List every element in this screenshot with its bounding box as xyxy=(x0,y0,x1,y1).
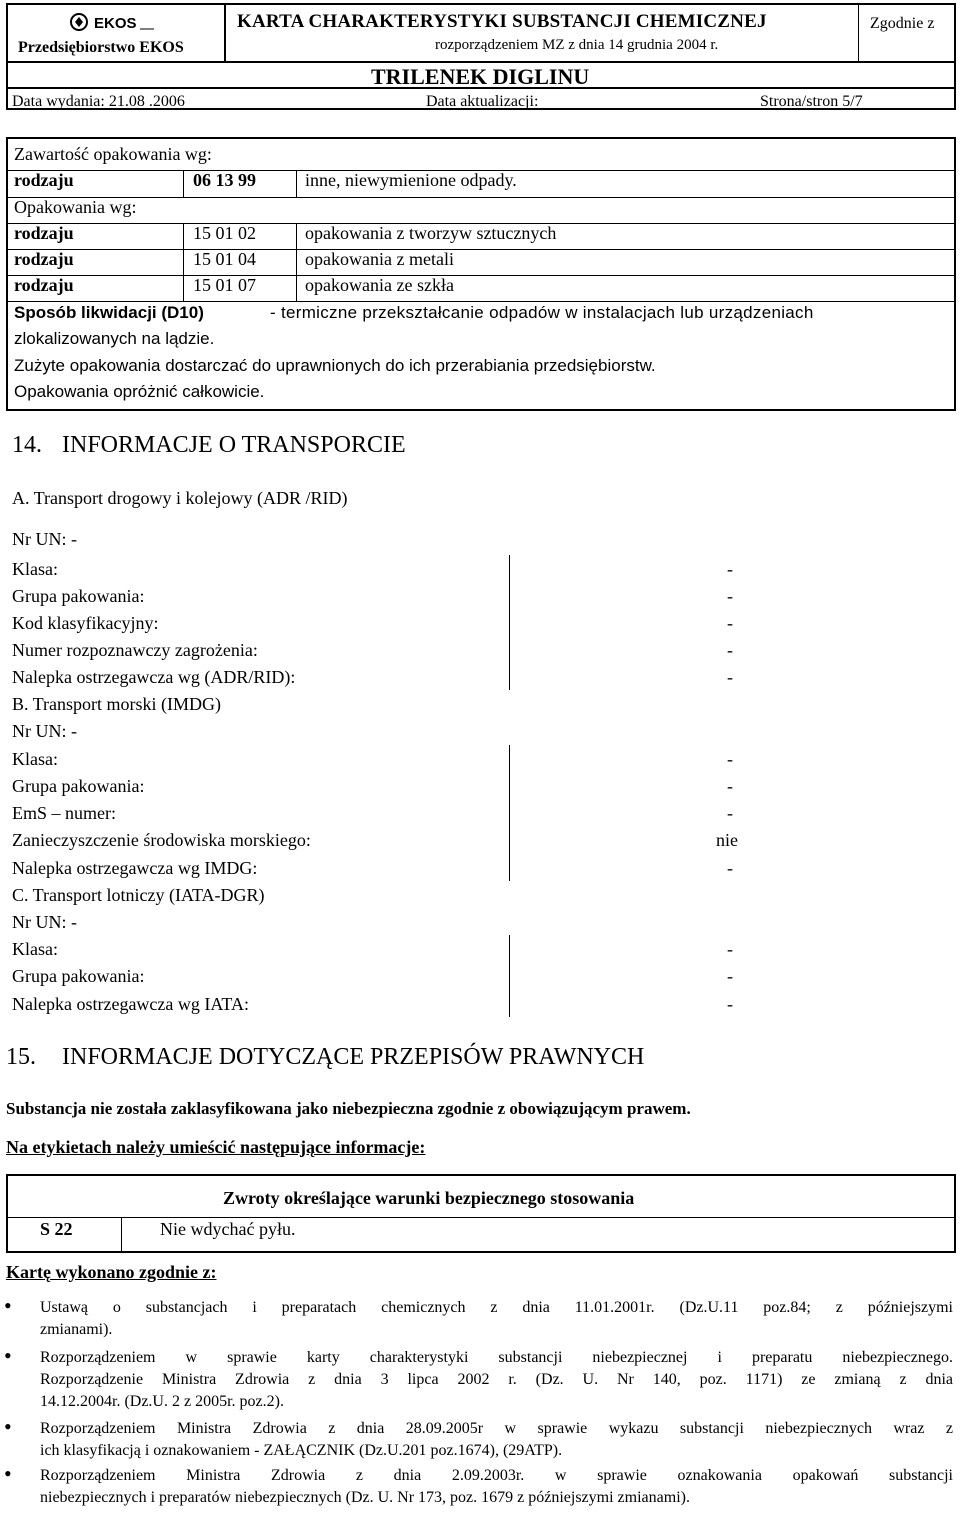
road-warning-label-value: - xyxy=(727,667,733,687)
road-class-label: Klasa: xyxy=(12,559,58,579)
road-classification-code-value: - xyxy=(727,613,733,633)
packaging-row-code: 15 01 07 xyxy=(193,275,256,295)
sea-packing-group-value: - xyxy=(727,776,733,796)
document-header xyxy=(6,3,956,110)
compliance-label: Zgodnie z xyxy=(870,15,935,32)
table-line xyxy=(8,301,954,302)
sea-packing-group-label: Grupa pakowania: xyxy=(12,776,145,796)
header-divider xyxy=(224,5,226,62)
road-warning-label-label: Nalepka ostrzegawcza wg (ADR/RID): xyxy=(12,667,296,687)
air-warning-label-label: Nalepka ostrzegawcza wg IATA: xyxy=(12,994,249,1014)
sea-class-label: Klasa: xyxy=(12,749,58,769)
packaging-row-code: 15 01 02 xyxy=(193,223,256,243)
reference-line: Rozporządzeniem Ministra Zdrowia z dnia 2.09.2003r. w sprawie oznakowania opakowań substancji xyxy=(40,1467,953,1484)
packaging-row-label: rodzaju xyxy=(14,249,74,269)
issue-date: Data wydania: 21.08 .2006 xyxy=(12,93,185,110)
content-row-label: rodzaju xyxy=(14,170,74,190)
road-un-number: Nr UN: - xyxy=(12,529,77,549)
packaging-heading: Opakowania wg: xyxy=(14,197,137,217)
used-packaging-note: Zużyte opakowania dostarczać do uprawnionych do ich przerabiania przedsiębiorstw. xyxy=(14,356,656,375)
svg-text:EKOS: EKOS xyxy=(94,15,137,32)
road-packing-group-value: - xyxy=(727,586,733,606)
section-15-number: 15. xyxy=(6,1044,36,1070)
sea-warning-label-value: - xyxy=(727,858,733,878)
header-divider xyxy=(8,61,954,63)
road-packing-group-label: Grupa pakowania: xyxy=(12,586,145,606)
table-line xyxy=(8,197,954,198)
bullet-icon: • xyxy=(4,1461,12,1486)
product-name: TRILENEK DIGLINU xyxy=(371,64,590,89)
table-line xyxy=(8,275,954,276)
sea-marine-pollutant-value: nie xyxy=(716,830,738,850)
content-row-desc: inne, niewymienione odpady. xyxy=(305,170,517,190)
page-number: Strona/stron 5/7 xyxy=(760,93,863,110)
empty-packaging-note: Opakowania opróżnić całkowicie. xyxy=(14,382,265,401)
road-hazard-number-label: Numer rozpoznawczy zagrożenia: xyxy=(12,640,258,660)
section-15-title: INFORMACJE DOTYCZĄCE PRZEPISÓW PRAWNYCH xyxy=(62,1044,645,1070)
header-divider xyxy=(858,5,859,62)
air-class-value: - xyxy=(727,939,733,959)
disposal-method-cont: zlokalizowanych na lądzie. xyxy=(14,329,215,348)
sea-ems-value: - xyxy=(727,803,733,823)
safety-phrases-heading: Zwroty określające warunki bezpiecznego stosowania xyxy=(223,1188,635,1208)
sea-warning-label-label: Nalepka ostrzegawcza wg IMDG: xyxy=(12,858,258,878)
air-warning-label-value: - xyxy=(727,994,733,1014)
air-packing-group-value: - xyxy=(727,966,733,986)
table-line xyxy=(296,223,297,301)
update-date: Data aktualizacji: xyxy=(426,93,539,110)
section-14-number: 14. xyxy=(12,432,42,458)
reference-line: zmianami). xyxy=(40,1321,113,1338)
packaging-row-desc: opakowania ze szkła xyxy=(305,275,454,295)
reference-line: niebezpiecznych i preparatów niebezpiecznych (Dz. U. Nr 173, poz. 1679 z późniejszymi zmianami). xyxy=(40,1489,690,1506)
road-class-value: - xyxy=(727,559,733,579)
table-line xyxy=(296,170,297,197)
table-line xyxy=(121,1217,122,1251)
air-transport-title: C. Transport lotniczy (IATA-DGR) xyxy=(12,885,265,905)
reference-line: ich klasyfikacją i oznakowaniem - ZAŁĄCZNIK (Dz.U.201 poz.1674), (29ATP). xyxy=(40,1442,563,1459)
sea-marine-pollutant-label: Zanieczyszczenie środowiska morskiego: xyxy=(12,830,311,850)
content-heading: Zawartość opakowania wg: xyxy=(14,144,212,164)
reference-line: Ustawą o substancjach i preparatach chemicznych z dnia 11.01.2001r. (Dz.U.11 poz.84; z późniejszymi xyxy=(40,1299,953,1316)
content-row-code: 06 13 99 xyxy=(193,170,256,190)
table-divider xyxy=(509,555,510,690)
reference-line: Rozporządzeniem w sprawie karty charakterystyki substancji niebezpiecznej i preparatu niebezpiecznego. xyxy=(40,1349,953,1366)
bullet-icon: • xyxy=(4,1293,12,1318)
road-hazard-number-value: - xyxy=(727,640,733,660)
table-line xyxy=(8,1217,954,1218)
table-line xyxy=(183,170,184,197)
table-line xyxy=(8,249,954,250)
company-logo xyxy=(68,9,158,35)
basis-heading: Kartę wykonano zgodnie z: xyxy=(6,1262,217,1282)
classification-statement: Substancja nie została zaklasyfikowana jako niebezpieczna zgodnie z obowiązującym prawem. xyxy=(6,1099,691,1118)
sea-class-value: - xyxy=(727,749,733,769)
table-line xyxy=(183,223,184,301)
sea-un-number: Nr UN: - xyxy=(12,721,77,741)
sea-ems-label: EmS – numer: xyxy=(12,803,116,823)
table-divider xyxy=(509,745,510,881)
table-divider xyxy=(509,935,510,1017)
reference-item xyxy=(40,1297,953,1341)
bullet-icon: • xyxy=(4,1343,12,1368)
reference-item xyxy=(40,1465,953,1509)
s-phrase-code: S 22 xyxy=(40,1219,73,1239)
safety-phrases-box xyxy=(6,1174,956,1253)
section-14-title: INFORMACJE O TRANSPORCIE xyxy=(62,432,406,458)
regulation-reference: rozporządzeniem MZ z dnia 14 grudnia 2004 r. xyxy=(435,37,719,53)
reference-line: Rozporządzeniem Ministra Zdrowia z dnia 28.09.2005r w sprawie wykazu substancji niebezpiecznych wraz z xyxy=(40,1420,953,1437)
disposal-method: - termiczne przekształcanie odpadów w instalacjach lub urządzeniach xyxy=(270,303,814,322)
packaging-row-desc: opakowania z metali xyxy=(305,249,454,269)
road-transport-title: A. Transport drogowy i kolejowy (ADR /RID) xyxy=(12,488,348,508)
packaging-row-code: 15 01 04 xyxy=(193,249,256,269)
reference-item xyxy=(40,1418,953,1462)
reference-item xyxy=(40,1347,953,1413)
document-title: KARTA CHARAKTERYSTYKI SUBSTANCJI CHEMICZNEJ xyxy=(237,11,767,32)
bullet-icon: • xyxy=(4,1414,12,1439)
sea-transport-title: B. Transport morski (IMDG) xyxy=(12,694,222,714)
disposal-label: Sposób likwidacji (D10) xyxy=(14,303,204,322)
packaging-row-label: rodzaju xyxy=(14,223,74,243)
company-name: Przedsiębiorstwo EKOS xyxy=(18,39,184,56)
air-class-label: Klasa: xyxy=(12,939,58,959)
air-un-number: Nr UN: - xyxy=(12,912,77,932)
reference-line: Rozporządzenie Ministra Zdrowia z dnia 3 lipca 2002 r. (Dz. U. Nr 140, poz. 1171) ze zmianą z dnia xyxy=(40,1371,953,1388)
s-phrase-text: Nie wdychać pyłu. xyxy=(160,1219,296,1239)
packaging-row-desc: opakowania z tworzyw sztucznych xyxy=(305,223,557,243)
label-info-heading: Na etykietach należy umieścić następujące informacje: xyxy=(6,1137,426,1157)
air-packing-group-label: Grupa pakowania: xyxy=(12,966,145,986)
packaging-row-label: rodzaju xyxy=(14,275,74,295)
reference-line: 14.12.2004r. (Dz.U. 2 z 2005r. poz.2). xyxy=(40,1393,284,1410)
road-classification-code-label: Kod klasyfikacyjny: xyxy=(12,613,159,633)
